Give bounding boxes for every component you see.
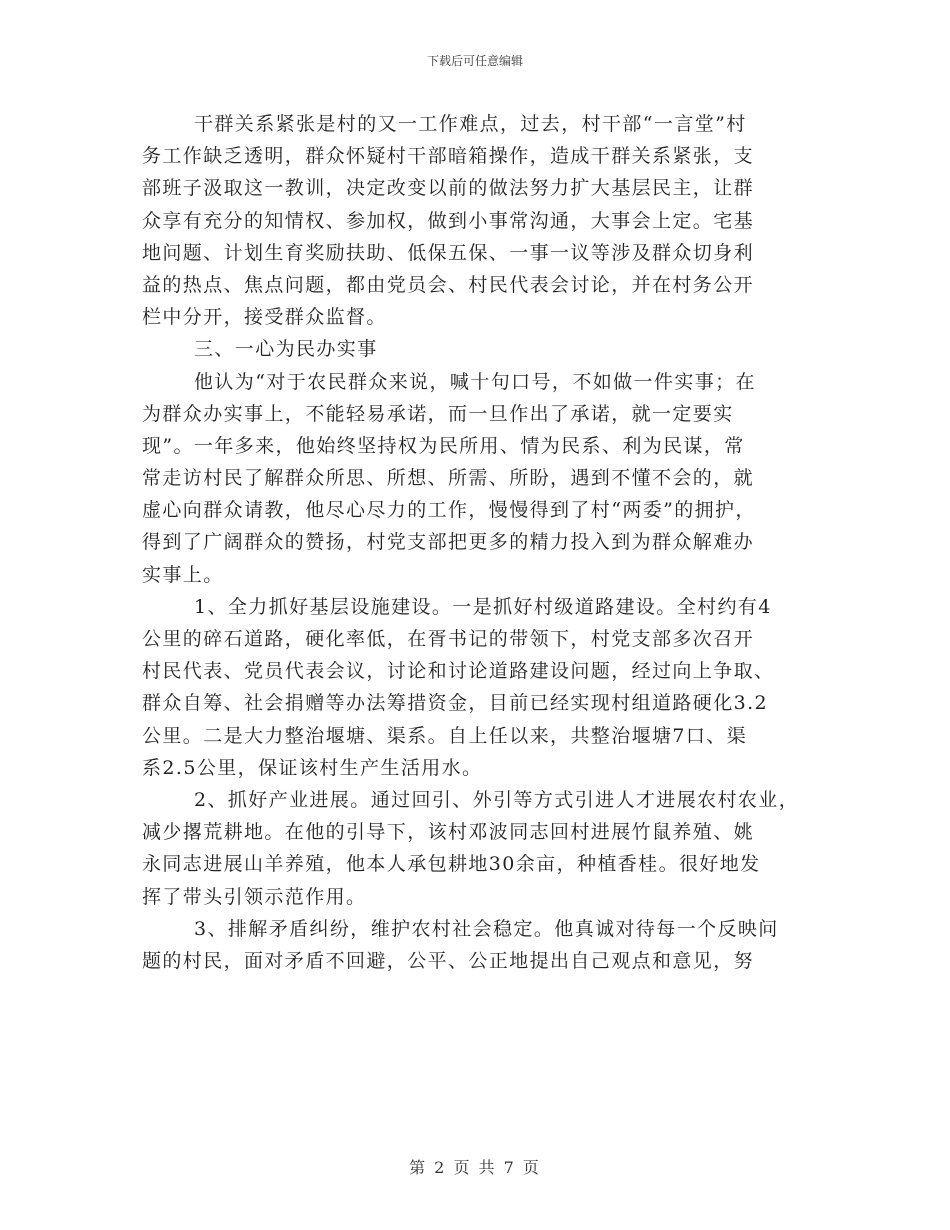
text-line: 他认为“对于农民群众来说，喊十句口号，不如做一件实事；在 [194, 370, 756, 393]
text-line: 众享有充分的知情权、参加权，做到小事常沟通，大事会上定。宅基 [142, 209, 755, 232]
text-line: 实事上。 [142, 563, 224, 586]
text-line: 部班子汲取这一教训，决定改变以前的做法努力扩大基层民主，让群 [142, 177, 755, 200]
page-header: 下载后可任意编辑 [426, 54, 523, 68]
text-line: 地问题、计划生育奖励扶助、低保五保、一事一议等涉及群众切身利 [142, 241, 755, 264]
text-line: 挥了带头引领示范作用。 [142, 885, 367, 908]
text-line: 3、排解矛盾纠纷，维护农村社会稳定。他真诚对待每一个反映问 [194, 917, 779, 940]
text-line: 三、一心为民办实事 [194, 338, 378, 361]
text-line: 1、全力抓好基层设施建设。一是抓好村级道路建设。全村约有4 [194, 595, 772, 618]
text-line: 现”。一年多来，他始终坚持权为民所用、情为民系、利为民谋，常 [142, 434, 745, 457]
text-line: 永同志进展山羊养殖，他本人承包耕地30余亩，种植香桂。很好地发 [142, 853, 761, 876]
text-line: 减少撂荒耕地。在他的引导下，该村邓波同志回村进展竹鼠养殖、姚 [142, 821, 755, 844]
text-line: 为群众办实事上，不能轻易承诺，而一旦作出了承诺，就一定要实 [142, 402, 734, 425]
text-line: 群众自筹、社会捐赠等办法筹措资金，目前已经实现村组道路硬化3.2 [142, 692, 769, 715]
text-line: 益的热点、焦点问题，都由党员会、村民代表会讨论，并在村务公开 [142, 273, 755, 296]
text-line: 干群关系紧张是村的又一工作难点，过去，村干部“一言堂”村 [194, 113, 747, 135]
text-line: 常走访村民了解群众所思、所想、所需、所盼，遇到不懂不会的，就 [142, 467, 755, 490]
text-line: 务工作缺乏透明，群众怀疑村干部暗箱操作，造成干群关系紧张，支 [142, 145, 755, 168]
text-line: 得到了广阔群众的赞扬，村党支部把更多的精力投入到为群众解难办 [142, 531, 755, 554]
page-number: 第 2 页 共 7 页 [409, 1158, 541, 1177]
text-line: 公里。二是大力整治堰塘、渠系。自上任以来，共整治堰塘7口、渠 [142, 724, 748, 747]
text-line: 系2.5公里，保证该村生产生活用水。 [142, 756, 483, 779]
text-line: 村民代表、党员代表会议，讨论和讨论道路建设问题，经过向上争取、 [142, 660, 775, 683]
text-line: 栏中分开，接受群众监督。 [142, 306, 387, 329]
document-body [142, 108, 832, 977]
text-line: 2、抓好产业进展。通过回引、外引等方式引进人才进展农村农业， [194, 788, 800, 811]
text-line: 虚心向群众请教，他尽心尽力的工作，慢慢得到了村“两委”的拥护， [142, 499, 756, 522]
text-line: 题的村民，面对矛盾不回避，公平、公正地提出自己观点和意见，努 [142, 949, 755, 972]
text-line: 公里的碎石道路，硬化率低，在胥书记的带领下，村党支部多次召开 [142, 628, 755, 650]
